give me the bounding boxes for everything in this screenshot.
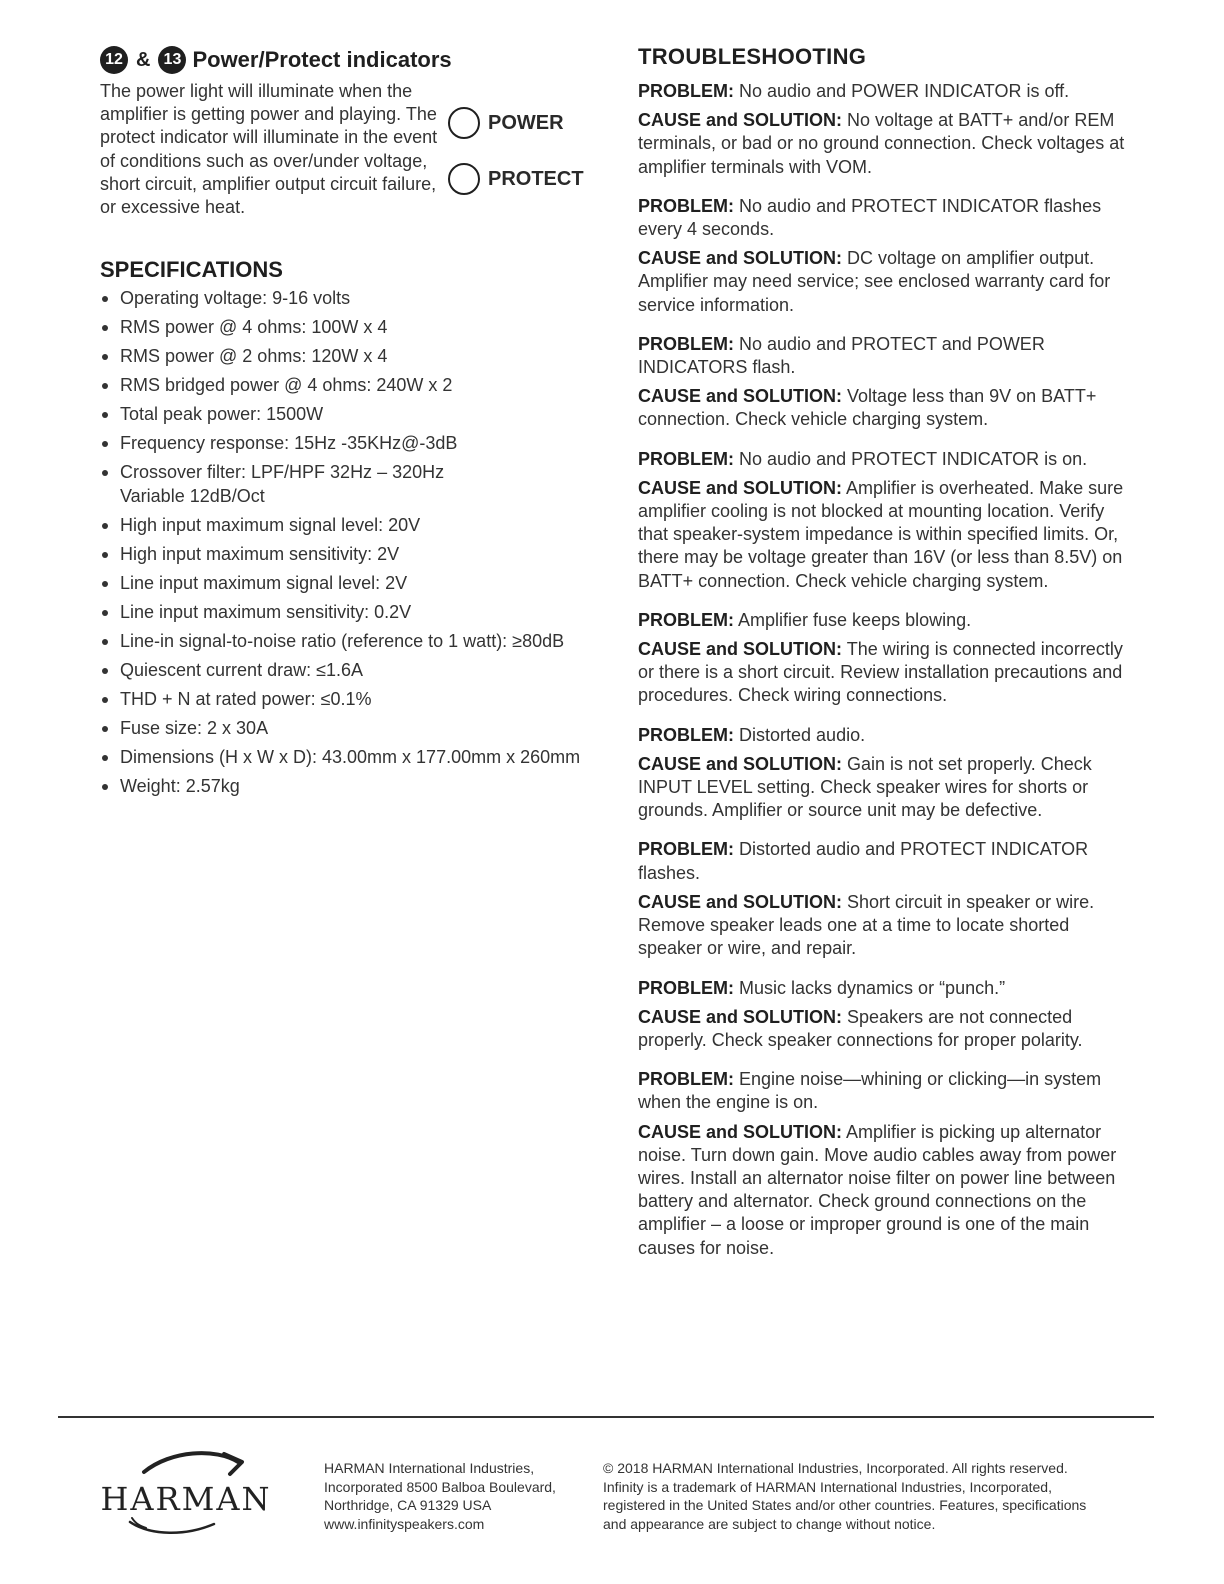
problem-line: PROBLEM: Engine noise—whining or clicking—in system when the engine is on. [638, 1069, 1102, 1113]
address-line: Northridge, CA 91329 USA [324, 1497, 492, 1513]
footer-divider [58, 1416, 1154, 1418]
spec-item: Line input maximum sensitivity: 0.2V [100, 601, 590, 625]
spec-list [100, 287, 590, 798]
spec-item: Crossover filter: LPF/HPF 32Hz – 320Hz Variable 12dB/Oct [100, 461, 590, 508]
troubleshooting-entry [638, 838, 1128, 960]
spec-item: Fuse size: 2 x 30A [100, 717, 590, 741]
protect-indicator [448, 162, 584, 196]
badge-13: 13 [158, 46, 186, 74]
spec-item: Line-in signal-to-noise ratio (reference to 1 watt): ≥80dB [100, 630, 590, 654]
indicators-section [100, 46, 590, 219]
cause-line: CAUSE and SOLUTION: DC voltage on amplifier output. Amplifier may need service; see enclosed warranty card for service information. [638, 248, 1111, 315]
power-indicator [448, 106, 584, 140]
troubleshooting-entry [638, 609, 1128, 708]
spec-item: Total peak power: 1500W [100, 403, 590, 427]
badge-12: 12 [100, 46, 128, 74]
spec-item: Dimensions (H x W x D): 43.00mm x 177.00mm x 260mm [100, 746, 590, 770]
ampersand: & [136, 48, 151, 71]
address-line: Incorporated 8500 Balboa Boulevard, [324, 1478, 556, 1495]
troubleshooting-entry [638, 195, 1128, 317]
spec-item: RMS power @ 2 ohms: 120W x 4 [100, 345, 590, 369]
cause-line: CAUSE and SOLUTION: Speakers are not connected properly. Check speaker connections for proper polarity. [638, 1006, 1083, 1050]
spec-item: THD + N at rated power: ≤0.1% [100, 688, 590, 712]
troubleshooting-entry [638, 448, 1128, 593]
spec-item: High input maximum sensitivity: 2V [100, 543, 590, 567]
footer-legal [603, 1459, 1123, 1533]
spec-item: Line input maximum signal level: 2V [100, 572, 590, 596]
specifications-heading: SPECIFICATIONS [100, 257, 283, 283]
problem-line: PROBLEM: Amplifier fuse keeps blowing. [638, 609, 972, 630]
cause-line: CAUSE and SOLUTION: Gain is not set properly. Check INPUT LEVEL setting. Check speaker wires for shorts or grounds. Amplifier or source unit may be defective. [638, 753, 1092, 821]
spec-item: Operating voltage: 9-16 volts [100, 287, 590, 311]
protect-led-icon [448, 163, 480, 195]
indicators-title: Power/Protect indicators [192, 47, 452, 72]
specifications-section [100, 257, 590, 798]
spec-item: RMS bridged power @ 4 ohms: 240W x 2 [100, 374, 590, 398]
problem-line: PROBLEM: No audio and POWER INDICATOR is off. [638, 81, 1070, 101]
footer-address [324, 1459, 556, 1533]
crossover-sub: Variable 12dB/Oct [120, 485, 265, 506]
problem-line: PROBLEM: Distorted audio and PROTECT INDICATOR flashes. [638, 839, 1089, 883]
cause-line: CAUSE and SOLUTION: The wiring is connected incorrectly or there is a short circuit. Review installation precautions and procedures. Check wiring connections. [638, 639, 1123, 706]
website-link[interactable]: www.infinityspeakers.com [324, 1515, 485, 1532]
legal-line: Infinity is a trademark of HARMAN International Industries, Incorporated, [603, 1478, 1052, 1495]
indicator-legend [448, 106, 584, 218]
problem-line: PROBLEM: No audio and PROTECT INDICATOR is on. [638, 448, 1088, 469]
cause-line: CAUSE and SOLUTION: Short circuit in speaker or wire. Remove speaker leads one at a time to locate shorted speaker or wire, and repair. [638, 891, 1095, 959]
problem-line: PROBLEM: No audio and PROTECT and POWER INDICATORS flash. [638, 333, 1045, 378]
left-column [100, 46, 590, 804]
troubleshooting-heading: TROUBLESHOOTING [638, 44, 867, 69]
spec-item: RMS power @ 4 ohms: 100W x 4 [100, 316, 590, 340]
right-column [638, 44, 1128, 1276]
troubleshooting-entry [638, 80, 1128, 179]
spec-item: Weight: 2.57kg [100, 775, 590, 799]
cause-line: CAUSE and SOLUTION: Amplifier is overheated. Make sure amplifier cooling is not blocked at mounting location. Verify that speaker-system impedance is within specified limits. Or, there may be voltage greater than 16V (or less than 8.5V) on BATT+ connection. Check vehicle charging system. [638, 477, 1124, 591]
power-label: POWER [488, 111, 564, 134]
spec-item: High input maximum signal level: 20V [100, 514, 590, 538]
problem-line: PROBLEM: No audio and PROTECT INDICATOR flashes every 4 seconds. [638, 195, 1102, 240]
spec-item: Quiescent current draw: ≤1.6A [100, 659, 590, 683]
cause-line: CAUSE and SOLUTION: Amplifier is picking up alternator noise. Turn down gain. Move audio cables away from power wires. Install an alternator noise filter on power line between battery and alternator. Check ground connections on the amplifier – a loose or improper ground is one of the main causes for noise. [638, 1121, 1117, 1258]
indicators-heading [100, 46, 590, 74]
harman-logo [96, 1440, 276, 1540]
troubleshooting-entry [638, 977, 1128, 1053]
troubleshooting-entry [638, 724, 1128, 823]
cause-line: CAUSE and SOLUTION: Voltage less than 9V on BATT+ connection. Check vehicle charging system. [638, 386, 1097, 430]
logo-wordmark: HARMAN [100, 1480, 272, 1518]
cause-line: CAUSE and SOLUTION: No voltage at BATT+ and/or REM terminals, or bad or no ground connection. Check voltages at amplifier terminals with VOM. [638, 110, 1125, 177]
problem-line: PROBLEM: Music lacks dynamics or “punch.” [638, 977, 1006, 998]
spec-item: Frequency response: 15Hz -35KHz@-3dB [100, 432, 590, 456]
troubleshooting-entry [638, 1068, 1128, 1260]
power-led-icon [448, 107, 480, 139]
address-line: HARMAN International Industries, [324, 1460, 535, 1476]
indicators-description: The power light will illuminate when the amplifier is getting power and playing. The protect indicator will illuminate in the event of conditions such as over/under voltage, short circuit, amplifier output circuit failure, or excessive heat. [100, 81, 438, 218]
problem-line: PROBLEM: Distorted audio. [638, 724, 866, 745]
legal-line: registered in the United States and/or other countries. Features, specifications [603, 1497, 1087, 1513]
legal-line: © 2018 HARMAN International Industries, Incorporated. All rights reserved. [603, 1460, 1068, 1476]
protect-label: PROTECT [488, 167, 584, 190]
legal-line: and appearance are subject to change without notice. [603, 1515, 936, 1532]
troubleshooting-entry [638, 333, 1128, 432]
